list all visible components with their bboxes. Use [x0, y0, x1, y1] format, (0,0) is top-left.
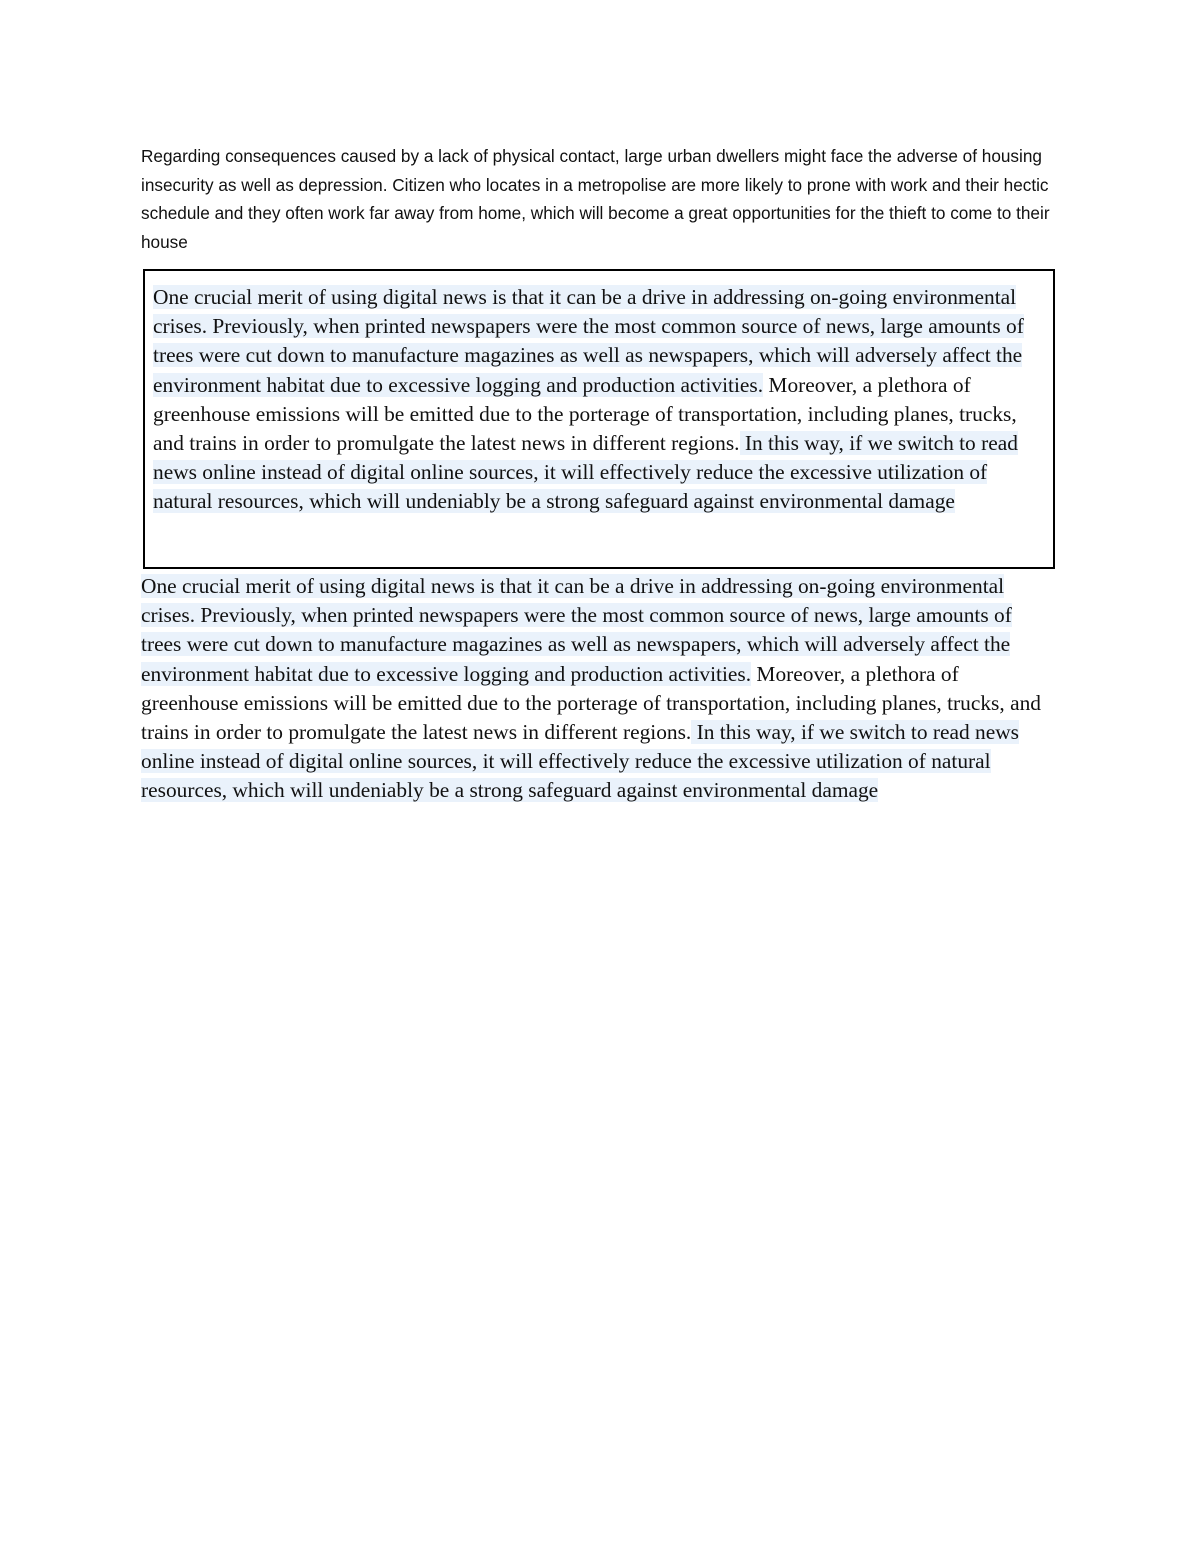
second-paragraph: [141, 572, 1056, 806]
second-paragraph-highlight-1: One crucial merit of using digital news is that it can be a drive in addressing on-going environmental crises. Previously, when printed newspapers were the most common source of news, large amounts of trees were cut down to manufacture magazines as well as newspapers, which will adversely affect the environment habitat due to excessive logging and production activities.: [141, 574, 1012, 686]
second-paragraph-highlight-2: In this way, if we switch to read news online instead of digital online sources, it will effectively reduce the excessive utilization of natural resources, which will undeniably be a strong safeguard against environmental damage: [141, 720, 1019, 803]
boxed-paragraph-highlight-2: In this way, if we switch to read news online instead of digital online sources, it will effectively reduce the excessive utilization of natural resources, which will undeniably be a strong safeguard against environmental damage: [153, 431, 1018, 514]
second-paragraph-block: [141, 572, 1056, 806]
boxed-paragraph-plain: Moreover, a plethora of greenhouse emissions will be emitted due to the porterage of transportation, including planes, trucks, and trains in order to promulgate the latest news in different regions.: [153, 372, 1017, 456]
boxed-paragraph-highlight-1: One crucial merit of using digital news is that it can be a drive in addressing on-going environmental crises. Previously, when printed newspapers were the most common source of news, large amounts of trees were cut down to manufacture magazines as well as newspapers, which will adversely affect the environment habitat due to excessive logging and production activities.: [153, 285, 1024, 397]
second-paragraph-plain: Moreover, a plethora of greenhouse emissions will be emitted due to the porterage of transportation, including planes, trucks, and trains in order to promulgate the latest news in different regions.: [141, 661, 1041, 745]
text-box: [143, 269, 1055, 569]
boxed-paragraph: [153, 283, 1043, 517]
intro-paragraph: Regarding consequences caused by a lack of physical contact, large urban dwellers might face the adverse of housing insecurity as well as depression. Citizen who locates in a metropolise are more likely to prone with work and their hectic schedule and they often work far away from home, which will become a great opportunities for the thieft to come to their house: [141, 146, 1050, 252]
